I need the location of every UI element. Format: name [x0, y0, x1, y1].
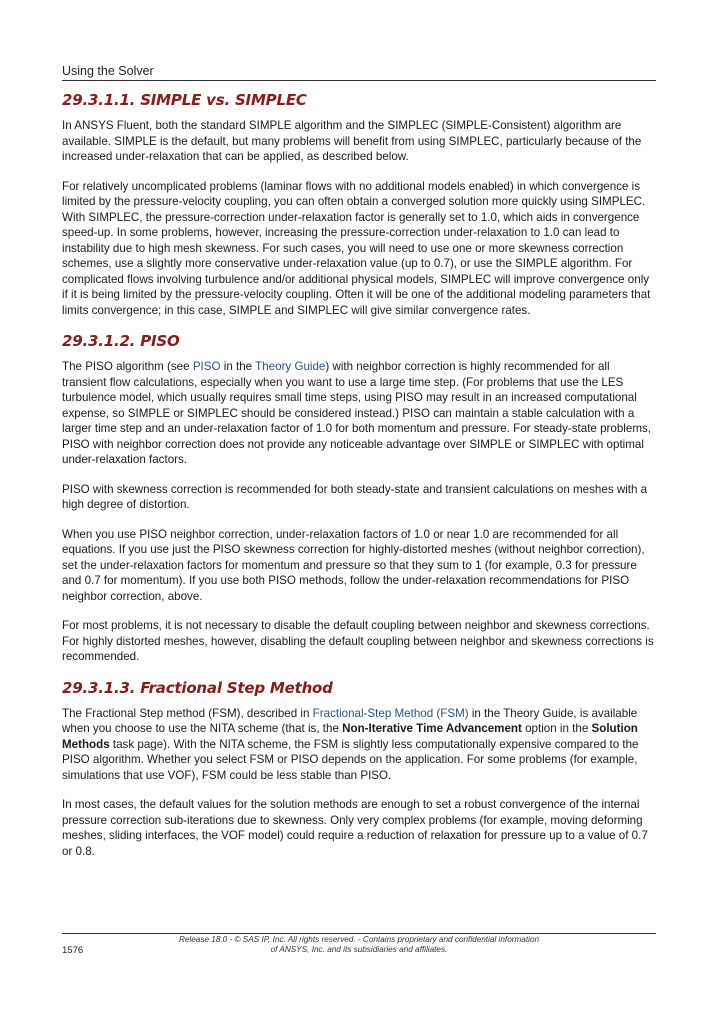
page-number: 1576 [62, 945, 84, 956]
text-run: ) with neighbor correction is highly recommended for all transient flow calculations, especially when you want to use a large time step. (For problems that use the LES turbulence model, which usually requires small time steps, using PISO may result in an increased computational expense, so SIMPLE or SIMPLEC should be considered instead.) PISO can maintain a stable calculation with a larger time step and an under-relaxation factor of 1.0 for both momentum and pressure. For steady-state problems, PISO with neighbor correction does not provide any noticeable advantage over SIMPLE or SIMPLEC with optimal under-relaxation factors. [62, 360, 651, 466]
text-run: The PISO algorithm (see [62, 360, 193, 373]
paragraph: For most problems, it is not necessary to disable the default coupling between neighbor and skewness corrections. For highly distorted meshes, however, disabling the default coupling between neighbor and skewness corrections is recommended. [62, 619, 654, 663]
paragraph: For relatively uncomplicated problems (laminar flows with no additional models enabled) in which convergence is limited by the pressure-velocity coupling, you can often obtain a converged solution more quickly using SIMPLEC. With SIMPLEC, the pressure-correction under-relaxation factor is generally set to 1.0, which aids in convergence speed-up. In some problems, however, increasing the pressure-correction under-relaxation to 1.0 can lead to instability due to high mesh skewness. For such cases, you will need to use one or more skewness correction schemes, use a slightly more conservative under-relaxation value (up to 0.7), or use the SIMPLE algorithm. For complicated flows involving turbulence and/or additional physical models, SIMPLEC will improve convergence only if it is being limited by the pressure-velocity coupling. Often it will be one of the additional modeling parameters that limits convergence; in this case, SIMPLE and SIMPLEC will give similar convergence rates. [62, 179, 651, 317]
section-piso [62, 332, 656, 665]
piso-theory-link[interactable]: PISO [192, 360, 221, 373]
text-run: in the [220, 360, 256, 373]
legal-notice [62, 935, 656, 955]
paragraph: In ANSYS Fluent, both the standard SIMPLE algorithm and the SIMPLEC (SIMPLE-Consistent) algorithm are available. SIMPLE is the default, but many problems will benefit from using SIMPLEC, particularly because of the increased under-relaxation that can be applied, as described below. [62, 119, 642, 163]
section-fractional-step-method [62, 679, 656, 860]
section-heading: 29.3.1.1. SIMPLE vs. SIMPLEC [62, 91, 307, 109]
section-heading: 29.3.1.2. PISO [62, 332, 180, 350]
paragraph: In most cases, the default values for the solution methods are enough to set a robust convergence of the internal pressure correction sub-iterations due to skewness. Only very complex problems (for example, moving deforming meshes, sliding interfaces, the VOF model) could require a reduction of relaxation for pressure up to a value of 0.7 or 0.8. [62, 798, 648, 858]
text-run: in the Theory Guide, is available when you choose to use the NITA scheme (that is, the [62, 706, 638, 735]
section-heading: 29.3.1.3. Fractional Step Method [62, 678, 333, 697]
paragraph [62, 706, 656, 784]
text-run: option in the [521, 722, 592, 735]
text-run: task page). With the NITA scheme, the FSM is slightly less computationally expensive compared to the PISO algorithm. Whether you select FSM or PISO depends on the application. For some problems (for example, simulations that use VOF), FSM could be less stable than PISO. [62, 737, 639, 782]
header-title: Using the Solver [62, 64, 154, 78]
solution-methods-label: Solution Methods [62, 722, 638, 751]
page-footer [62, 933, 656, 956]
theory-guide-link[interactable]: Theory Guide [255, 360, 326, 373]
page-body [62, 91, 656, 873]
nita-option-label: Non-Iterative Time Advancement [342, 722, 522, 735]
text-run: The Fractional Step method (FSM), described in [62, 706, 313, 720]
legal-line: Release 18.0 - © SAS IP, Inc. All rights reserved. - Contains proprietary and confidential information [178, 935, 540, 944]
paragraph: PISO with skewness correction is recommended for both steady-state and transient calculations on meshes with a high degree of distortion. [62, 482, 648, 511]
running-header [62, 64, 656, 81]
section-simple-vs-simplec [62, 91, 656, 318]
paragraph [62, 359, 656, 468]
fsm-theory-link[interactable]: Fractional-Step Method (FSM) [312, 706, 469, 720]
legal-line: of ANSYS, Inc. and its subsidiaries and affiliates. [270, 945, 448, 954]
paragraph: When you use PISO neighbor correction, under-relaxation factors of 1.0 or near 1.0 are recommended for all equations. If you use just the PISO skewness correction for highly-distorted meshes (without neighbor correction), set the under-relaxation factors for momentum and pressure so that they sum to 1 (for example, 0.3 for pressure and 0.7 for momentum). If you use both PISO methods, follow the under-relaxation recommendations for PISO neighbor correction, above. [62, 527, 645, 603]
